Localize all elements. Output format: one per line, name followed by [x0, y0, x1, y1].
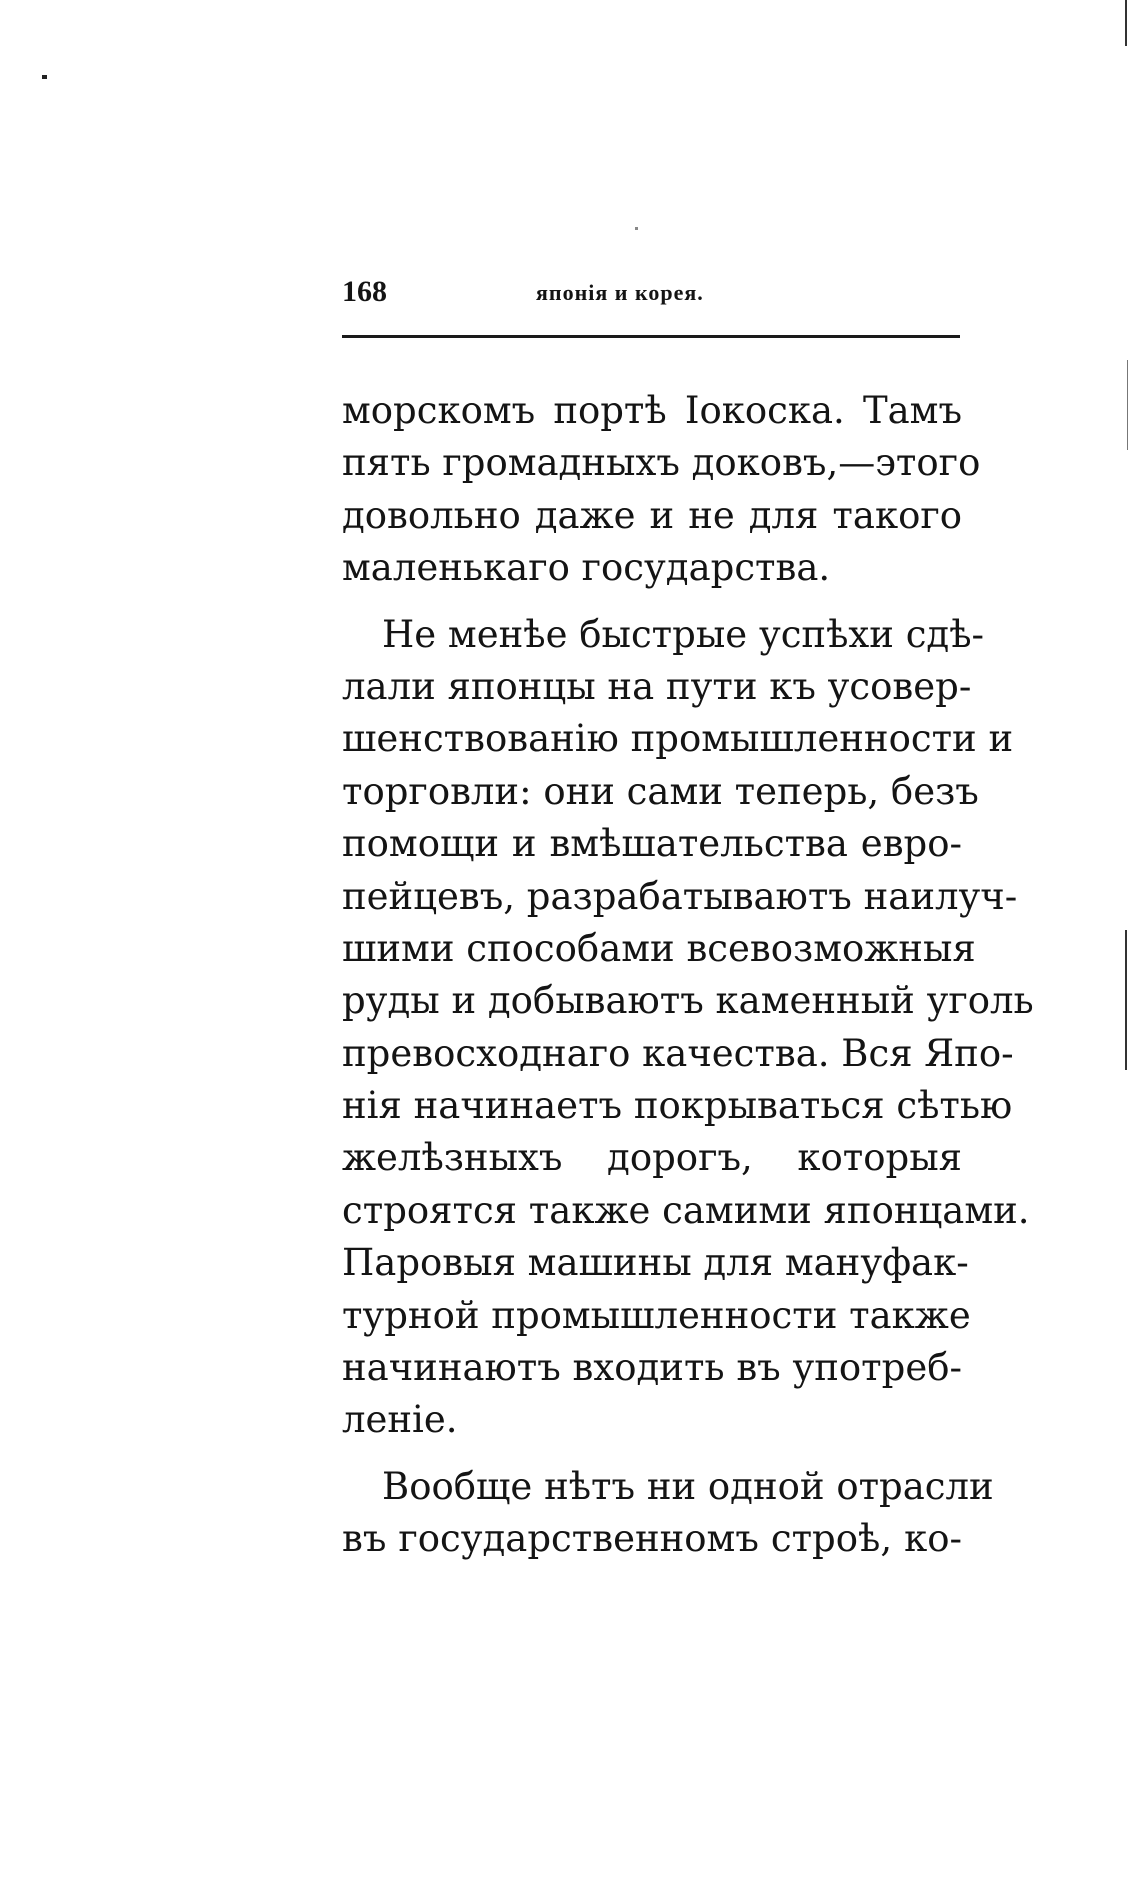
- text-line: Вообще нѣтъ ни одной отрасли: [382, 1464, 994, 1508]
- text-line: руды и добываютъ каменный уголь: [342, 979, 1034, 1023]
- page-number: 168: [342, 275, 387, 308]
- page-edge-mark: [1125, 0, 1127, 46]
- text-line: желѣзныхъ дорогъ, которыя: [342, 1136, 962, 1180]
- text-line: Паровыя машины для мануфак-: [342, 1241, 969, 1285]
- text-line: маленькаго государства.: [342, 546, 831, 590]
- paragraph-gap: [342, 595, 962, 609]
- text-line: пять громадныхъ доковъ,—этого: [342, 441, 981, 485]
- text-line: шенствованію промышленности и: [342, 717, 1014, 761]
- text-line: въ государственномъ строѣ, ко-: [342, 1517, 962, 1561]
- text-line: пейцевъ, разрабатываютъ наилуч-: [342, 874, 1018, 918]
- page-edge-mark: [1127, 360, 1128, 450]
- text-line: начинаютъ входить въ употреб-: [342, 1346, 963, 1390]
- text-line: нія начинаетъ покрываться сѣтью: [342, 1084, 1013, 1128]
- text-line: морскомъ портѣ Іокоска. Тамъ: [342, 389, 962, 432]
- text-line: превосходнаго качества. Вся Япо-: [342, 1031, 1014, 1075]
- text-line: торговли: они сами теперь, безъ: [342, 769, 979, 813]
- text-line: помощи и вмѣшательства евро-: [342, 822, 962, 866]
- text-line: лали японцы на пути къ усовер-: [342, 664, 972, 708]
- text-line: довольно даже и не для такого: [342, 493, 962, 537]
- text-line: турной промышленности также: [342, 1293, 971, 1337]
- text-line: леніе.: [342, 1398, 458, 1442]
- page-header: [342, 272, 960, 312]
- text-line: Не менѣе быстрые успѣхи сдѣ-: [382, 612, 985, 656]
- running-head: японія и корея.: [536, 280, 704, 305]
- margin-speck: [635, 227, 638, 230]
- header-rule: [342, 335, 960, 338]
- body-text: [342, 385, 1034, 1566]
- margin-speck: [42, 75, 47, 79]
- text-line: шими способами всевозможныя: [342, 926, 976, 970]
- text-line: строятся также самими японцами.: [342, 1188, 1030, 1232]
- paragraph-gap: [342, 1447, 962, 1461]
- page-edge-mark: [1125, 930, 1127, 1070]
